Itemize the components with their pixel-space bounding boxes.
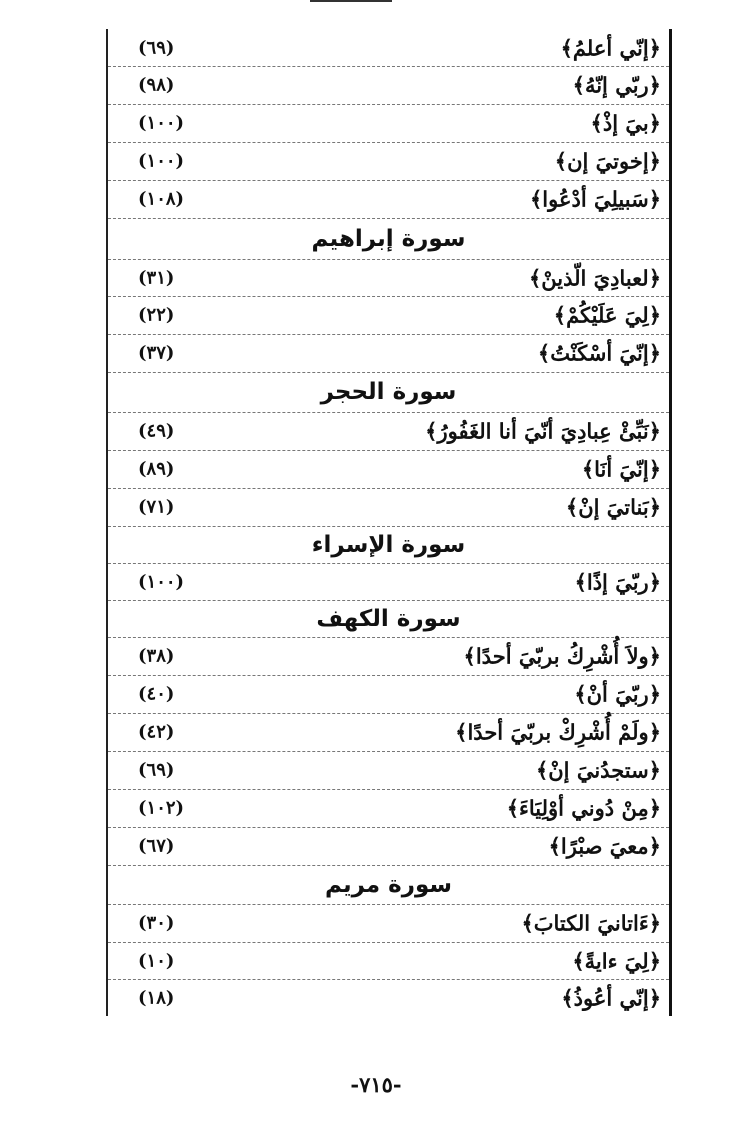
verse-number: (٦٧) [138,835,175,857]
verse-text: ﴿لِيَ ءايةً﴾ [572,948,661,973]
verse-row [108,637,669,676]
verse-number: (١٠٠) [138,112,185,134]
verse-number: (١٠٨) [138,188,185,210]
verse-row [108,412,669,451]
verse-text: ﴿ولَمْ أُشْرِكْ بربّيَ أحدًا﴾ [455,719,661,745]
verse-text: ﴿إخوتيَ إن﴾ [554,148,661,174]
verse-row [108,979,669,1016]
verse-row [108,827,669,866]
verse-row [108,259,669,297]
verse-row [108,751,669,790]
verse-number: (٧١) [138,496,175,518]
verse-row [108,334,669,373]
surah-title: سورة الإسراء [311,531,466,558]
surah-heading [108,218,669,260]
verse-number: (٦٩) [138,759,175,781]
verse-text: ﴿نَبِّئْ عِبادِيَ أنّيَ أنا الغَفُورُ﴾ [425,418,661,444]
surah-title: سورة مريم [324,871,453,898]
verse-row [108,488,669,527]
surah-title: سورة إبراهيم [311,225,466,252]
verse-row [108,563,669,601]
surah-heading [108,600,669,638]
verse-row [108,180,669,219]
verse-text: ﴿ستجدُنيَ إنْ﴾ [535,757,661,783]
verse-text: ﴿بَناتيَ إنْ﴾ [565,494,661,520]
verse-text: ﴿إنّيَ أنَا﴾ [581,456,661,482]
verse-number: (٨٩) [138,458,175,480]
verse-text: ﴿ءَاتانيَ الكتابَ﴾ [521,910,661,936]
verse-row [108,296,669,335]
verse-row [108,142,669,181]
page-number: -٧١٥- [350,1072,402,1097]
verse-table [106,29,672,1016]
verse-number: (١٨) [138,987,175,1008]
verse-number: (١٠٠) [138,150,185,172]
verse-text: ﴿ربّيَ إذًا﴾ [574,569,661,594]
verse-text: ﴿ولاَ أُشْرِكُ بربّيَ أحدًا﴾ [463,643,661,669]
verse-row [108,675,669,714]
verse-number: (١٠٢) [138,797,185,819]
verse-number: (٤٩) [138,420,175,442]
surah-heading [108,865,669,905]
verse-text: ﴿لعبادِيَ الّذينْ﴾ [528,265,661,290]
verse-number: (٤٢) [138,721,175,743]
verse-number: (١٠٠) [138,571,185,592]
verse-number: (٣٧) [138,342,175,364]
surah-title: سورة الحجر [320,379,457,405]
verse-row [108,66,669,105]
verse-text: ﴿إنّي أعُوذُ﴾ [561,985,661,1010]
verse-number: (٩٨) [138,74,175,96]
verse-number: (٣٨) [138,645,175,667]
verse-row [108,29,669,67]
surah-heading [108,372,669,413]
surah-heading [108,526,669,564]
verse-number: (٦٩) [138,37,175,58]
verse-text: ﴿إنّي أعلمُ﴾ [560,35,661,60]
verse-row [108,789,669,828]
verse-number: (٣١) [138,267,175,288]
verse-text: ﴿ربّي إنّهُ﴾ [572,72,661,98]
verse-text: ﴿لِيَ عَلَيْكُمْ﴾ [553,302,661,328]
verse-text: ﴿مِنْ دُوني أوْلِيَاءَ﴾ [506,795,661,821]
verse-row [108,904,669,943]
verse-text: ﴿سَبيلِيَ أدْعُوا﴾ [529,186,661,212]
verse-text: ﴿إنّيَ أسْكَنْتُ﴾ [537,340,661,366]
top-rule [310,0,392,2]
verse-row [108,942,669,980]
verse-text: ﴿بيَ إذْ﴾ [590,110,661,136]
verse-row [108,713,669,752]
verse-number: (٣٠) [138,912,175,934]
verse-number: (٢٢) [138,304,175,326]
surah-title: سورة الكهف [316,605,461,632]
verse-number: (١٠) [138,950,175,971]
verse-row [108,104,669,143]
verse-row [108,450,669,489]
verse-text: ﴿معيَ صبْرًا﴾ [548,833,661,859]
verse-number: (٤٠) [138,683,175,705]
verse-text: ﴿ربّيَ أنْ﴾ [574,681,661,707]
